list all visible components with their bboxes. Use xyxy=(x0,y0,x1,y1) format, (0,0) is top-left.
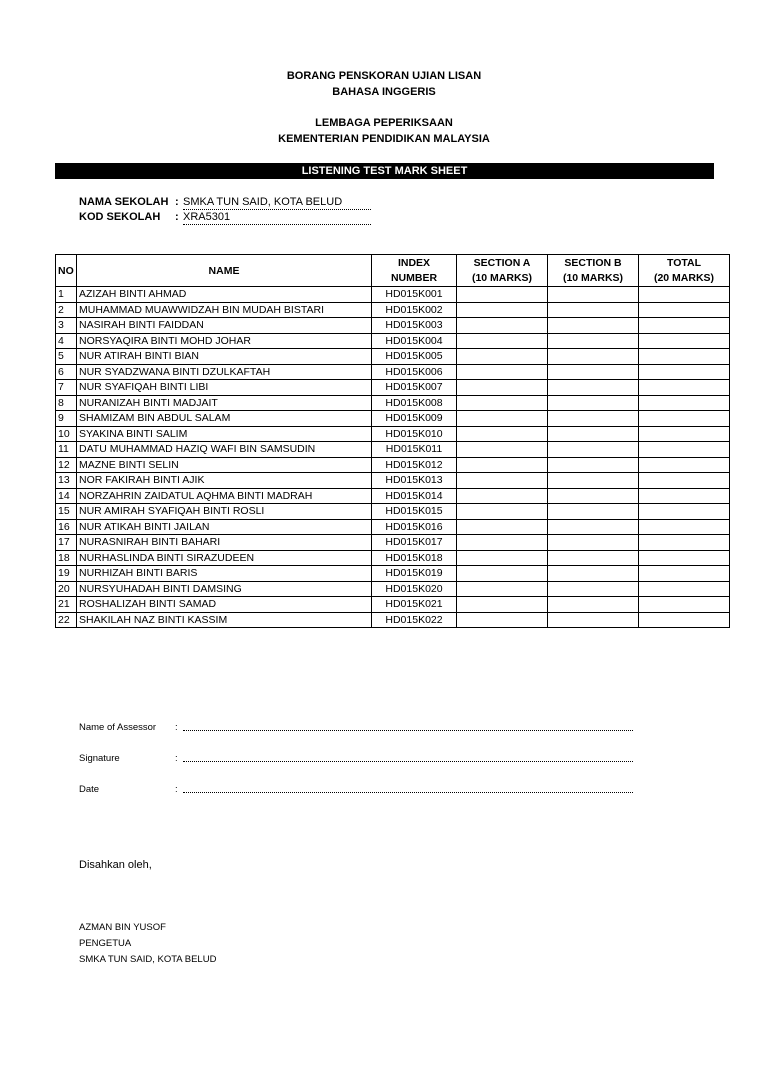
row-no: 11 xyxy=(56,442,77,458)
row-section-b-mark[interactable] xyxy=(548,380,639,396)
signature-field[interactable] xyxy=(183,761,633,762)
row-total-mark[interactable] xyxy=(639,426,730,442)
row-section-a-mark[interactable] xyxy=(457,411,548,427)
row-section-b-mark[interactable] xyxy=(548,504,639,520)
row-student-name: SHAMIZAM BIN ABDUL SALAM xyxy=(77,411,372,427)
row-total-mark[interactable] xyxy=(639,287,730,303)
table-row xyxy=(56,504,730,520)
signature-colon: : xyxy=(175,753,178,764)
table-row xyxy=(56,473,730,489)
signer-title: PENGETUA xyxy=(79,938,132,949)
row-student-name: NURHIZAH BINTI BARIS xyxy=(77,566,372,582)
school-code-colon: : xyxy=(175,211,179,223)
row-total-mark[interactable] xyxy=(639,473,730,489)
header-index-number: NUMBER xyxy=(372,271,457,287)
assessor-field[interactable] xyxy=(183,730,633,731)
row-total-mark[interactable] xyxy=(639,457,730,473)
row-no: 15 xyxy=(56,504,77,520)
signature-label: Signature xyxy=(79,753,120,764)
row-total-mark[interactable] xyxy=(639,597,730,613)
row-index-number: HD015K022 xyxy=(372,612,457,628)
header-section-a-marks: (10 MARKS) xyxy=(457,271,548,287)
row-section-a-mark[interactable] xyxy=(457,566,548,582)
row-student-name: NUR ATIRAH BINTI BIAN xyxy=(77,349,372,365)
row-index-number: HD015K009 xyxy=(372,411,457,427)
row-no: 6 xyxy=(56,364,77,380)
header-total: TOTAL xyxy=(639,255,730,271)
table-header-row xyxy=(56,255,730,271)
header-name: NAME xyxy=(77,255,372,287)
row-no: 8 xyxy=(56,395,77,411)
table-row xyxy=(56,566,730,582)
row-section-a-mark[interactable] xyxy=(457,535,548,551)
row-student-name: NURASNIRAH BINTI BAHARI xyxy=(77,535,372,551)
table-row xyxy=(56,333,730,349)
row-index-number: HD015K020 xyxy=(372,581,457,597)
row-no: 9 xyxy=(56,411,77,427)
school-code-label: KOD SEKOLAH xyxy=(79,211,161,223)
row-no: 16 xyxy=(56,519,77,535)
row-section-a-mark[interactable] xyxy=(457,457,548,473)
row-index-number: HD015K006 xyxy=(372,364,457,380)
row-section-a-mark[interactable] xyxy=(457,302,548,318)
board-title: LEMBAGA PEPERIKSAAN xyxy=(315,117,453,129)
row-student-name: NURSYUHADAH BINTI DAMSING xyxy=(77,581,372,597)
row-student-name: NUR SYAFIQAH BINTI LIBI xyxy=(77,380,372,396)
row-no: 17 xyxy=(56,535,77,551)
row-total-mark[interactable] xyxy=(639,411,730,427)
row-section-a-mark[interactable] xyxy=(457,287,548,303)
row-index-number: HD015K001 xyxy=(372,287,457,303)
row-no: 2 xyxy=(56,302,77,318)
row-index-number: HD015K002 xyxy=(372,302,457,318)
row-student-name: NUR AMIRAH SYAFIQAH BINTI ROSLI xyxy=(77,504,372,520)
row-index-number: HD015K004 xyxy=(372,333,457,349)
row-student-name: SYAKINA BINTI SALIM xyxy=(77,426,372,442)
row-no: 12 xyxy=(56,457,77,473)
header-section-b-marks: (10 MARKS) xyxy=(548,271,639,287)
school-name-value: SMKA TUN SAID, KOTA BELUD xyxy=(183,196,371,210)
row-student-name: NURANIZAH BINTI MADJAIT xyxy=(77,395,372,411)
row-total-mark[interactable] xyxy=(639,581,730,597)
row-section-a-mark[interactable] xyxy=(457,612,548,628)
header-index: INDEX xyxy=(372,255,457,271)
row-no: 18 xyxy=(56,550,77,566)
row-section-b-mark[interactable] xyxy=(548,364,639,380)
row-total-mark[interactable] xyxy=(639,504,730,520)
date-field[interactable] xyxy=(183,792,633,793)
row-index-number: HD015K011 xyxy=(372,442,457,458)
row-section-b-mark[interactable] xyxy=(548,287,639,303)
row-section-a-mark[interactable] xyxy=(457,395,548,411)
signer-name: AZMAN BIN YUSOF xyxy=(79,922,166,933)
row-total-mark[interactable] xyxy=(639,535,730,551)
row-section-b-mark[interactable] xyxy=(548,566,639,582)
table-row xyxy=(56,535,730,551)
table-row xyxy=(56,349,730,365)
row-student-name: NOR FAKIRAH BINTI AJIK xyxy=(77,473,372,489)
row-index-number: HD015K013 xyxy=(372,473,457,489)
row-section-b-mark[interactable] xyxy=(548,442,639,458)
row-student-name: AZIZAH BINTI AHMAD xyxy=(77,287,372,303)
header-section-b: SECTION B xyxy=(548,255,639,271)
row-section-a-mark[interactable] xyxy=(457,318,548,334)
row-index-number: HD015K016 xyxy=(372,519,457,535)
row-no: 20 xyxy=(56,581,77,597)
row-no: 4 xyxy=(56,333,77,349)
row-index-number: HD015K018 xyxy=(372,550,457,566)
row-section-b-mark[interactable] xyxy=(548,426,639,442)
date-label: Date xyxy=(79,784,100,795)
row-index-number: HD015K017 xyxy=(372,535,457,551)
school-name-colon: : xyxy=(175,196,179,208)
row-section-b-mark[interactable] xyxy=(548,519,639,535)
table-row xyxy=(56,287,730,303)
row-no: 7 xyxy=(56,380,77,396)
table-row xyxy=(56,488,730,504)
row-no: 21 xyxy=(56,597,77,613)
row-section-a-mark[interactable] xyxy=(457,333,548,349)
row-total-mark[interactable] xyxy=(639,364,730,380)
row-student-name: ROSHALIZAH BINTI SAMAD xyxy=(77,597,372,613)
table-row xyxy=(56,302,730,318)
row-index-number: HD015K005 xyxy=(372,349,457,365)
row-section-a-mark[interactable] xyxy=(457,550,548,566)
table-row xyxy=(56,411,730,427)
row-student-name: DATU MUHAMMAD HAZIQ WAFI BIN SAMSUDIN xyxy=(77,442,372,458)
row-no: 13 xyxy=(56,473,77,489)
row-section-b-mark[interactable] xyxy=(548,457,639,473)
row-section-a-mark[interactable] xyxy=(457,488,548,504)
row-section-a-mark[interactable] xyxy=(457,442,548,458)
assessor-label: Name of Assessor xyxy=(79,722,157,733)
row-student-name: MUHAMMAD MUAWWIDZAH BIN MUDAH BISTARI xyxy=(77,302,372,318)
row-section-b-mark[interactable] xyxy=(548,581,639,597)
table-row xyxy=(56,597,730,613)
row-index-number: HD015K008 xyxy=(372,395,457,411)
row-student-name: MAZNE BINTI SELIN xyxy=(77,457,372,473)
date-colon: : xyxy=(175,784,178,795)
row-total-mark[interactable] xyxy=(639,333,730,349)
row-index-number: HD015K021 xyxy=(372,597,457,613)
row-student-name: NURHASLINDA BINTI SIRAZUDEEN xyxy=(77,550,372,566)
row-section-a-mark[interactable] xyxy=(457,349,548,365)
header-section-a: SECTION A xyxy=(457,255,548,271)
row-section-b-mark[interactable] xyxy=(548,333,639,349)
subject-title: BAHASA INGGERIS xyxy=(332,86,436,98)
row-student-name: NORSYAQIRA BINTI MOHD JOHAR xyxy=(77,333,372,349)
row-section-a-mark[interactable] xyxy=(457,380,548,396)
verified-by: Disahkan oleh, xyxy=(79,859,152,871)
row-total-mark[interactable] xyxy=(639,318,730,334)
row-total-mark[interactable] xyxy=(639,488,730,504)
row-student-name: SHAKILAH NAZ BINTI KASSIM xyxy=(77,612,372,628)
row-no: 5 xyxy=(56,349,77,365)
row-section-b-mark[interactable] xyxy=(548,488,639,504)
row-section-b-mark[interactable] xyxy=(548,473,639,489)
row-student-name: NORZAHRIN ZAIDATUL AQHMA BINTI MADRAH xyxy=(77,488,372,504)
row-total-mark[interactable] xyxy=(639,442,730,458)
row-section-a-mark[interactable] xyxy=(457,364,548,380)
row-no: 14 xyxy=(56,488,77,504)
row-section-b-mark[interactable] xyxy=(548,349,639,365)
row-section-a-mark[interactable] xyxy=(457,504,548,520)
table-row xyxy=(56,380,730,396)
row-index-number: HD015K012 xyxy=(372,457,457,473)
row-total-mark[interactable] xyxy=(639,349,730,365)
table-row xyxy=(56,612,730,628)
header-total-marks: (20 MARKS) xyxy=(639,271,730,287)
row-index-number: HD015K003 xyxy=(372,318,457,334)
mark-sheet-banner: LISTENING TEST MARK SHEET xyxy=(55,163,714,179)
table-row xyxy=(56,318,730,334)
row-total-mark[interactable] xyxy=(639,302,730,318)
row-total-mark[interactable] xyxy=(639,612,730,628)
table-row xyxy=(56,395,730,411)
row-section-b-mark[interactable] xyxy=(548,318,639,334)
header-no: NO xyxy=(56,255,77,287)
table-row xyxy=(56,581,730,597)
row-no: 22 xyxy=(56,612,77,628)
row-index-number: HD015K007 xyxy=(372,380,457,396)
table-row xyxy=(56,364,730,380)
signer-school: SMKA TUN SAID, KOTA BELUD xyxy=(79,954,217,965)
row-total-mark[interactable] xyxy=(639,566,730,582)
row-index-number: HD015K010 xyxy=(372,426,457,442)
row-section-b-mark[interactable] xyxy=(548,550,639,566)
row-section-b-mark[interactable] xyxy=(548,612,639,628)
row-student-name: NUR ATIKAH BINTI JAILAN xyxy=(77,519,372,535)
ministry-title: KEMENTERIAN PENDIDIKAN MALAYSIA xyxy=(278,133,490,145)
row-section-a-mark[interactable] xyxy=(457,426,548,442)
row-section-a-mark[interactable] xyxy=(457,597,548,613)
assessor-colon: : xyxy=(175,722,178,733)
row-no: 10 xyxy=(56,426,77,442)
mark-table xyxy=(55,254,730,628)
table-row xyxy=(56,519,730,535)
row-student-name: NUR SYADZWANA BINTI DZULKAFTAH xyxy=(77,364,372,380)
row-section-b-mark[interactable] xyxy=(548,535,639,551)
row-index-number: HD015K015 xyxy=(372,504,457,520)
row-section-b-mark[interactable] xyxy=(548,395,639,411)
form-title: BORANG PENSKORAN UJIAN LISAN xyxy=(286,70,482,82)
row-student-name: NASIRAH BINTI FAIDDAN xyxy=(77,318,372,334)
row-no: 1 xyxy=(56,287,77,303)
row-section-a-mark[interactable] xyxy=(457,473,548,489)
row-section-b-mark[interactable] xyxy=(548,597,639,613)
row-section-b-mark[interactable] xyxy=(548,302,639,318)
row-section-a-mark[interactable] xyxy=(457,581,548,597)
table-row xyxy=(56,550,730,566)
table-row xyxy=(56,442,730,458)
row-total-mark[interactable] xyxy=(639,550,730,566)
school-name-label: NAMA SEKOLAH xyxy=(79,196,169,208)
school-code-value: XRA5301 xyxy=(183,211,371,225)
table-row xyxy=(56,426,730,442)
row-no: 19 xyxy=(56,566,77,582)
row-index-number: HD015K014 xyxy=(372,488,457,504)
row-section-b-mark[interactable] xyxy=(548,411,639,427)
row-total-mark[interactable] xyxy=(639,380,730,396)
signer-block xyxy=(79,920,216,968)
row-index-number: HD015K019 xyxy=(372,566,457,582)
row-section-a-mark[interactable] xyxy=(457,519,548,535)
row-total-mark[interactable] xyxy=(639,519,730,535)
row-no: 3 xyxy=(56,318,77,334)
table-row xyxy=(56,457,730,473)
row-total-mark[interactable] xyxy=(639,395,730,411)
